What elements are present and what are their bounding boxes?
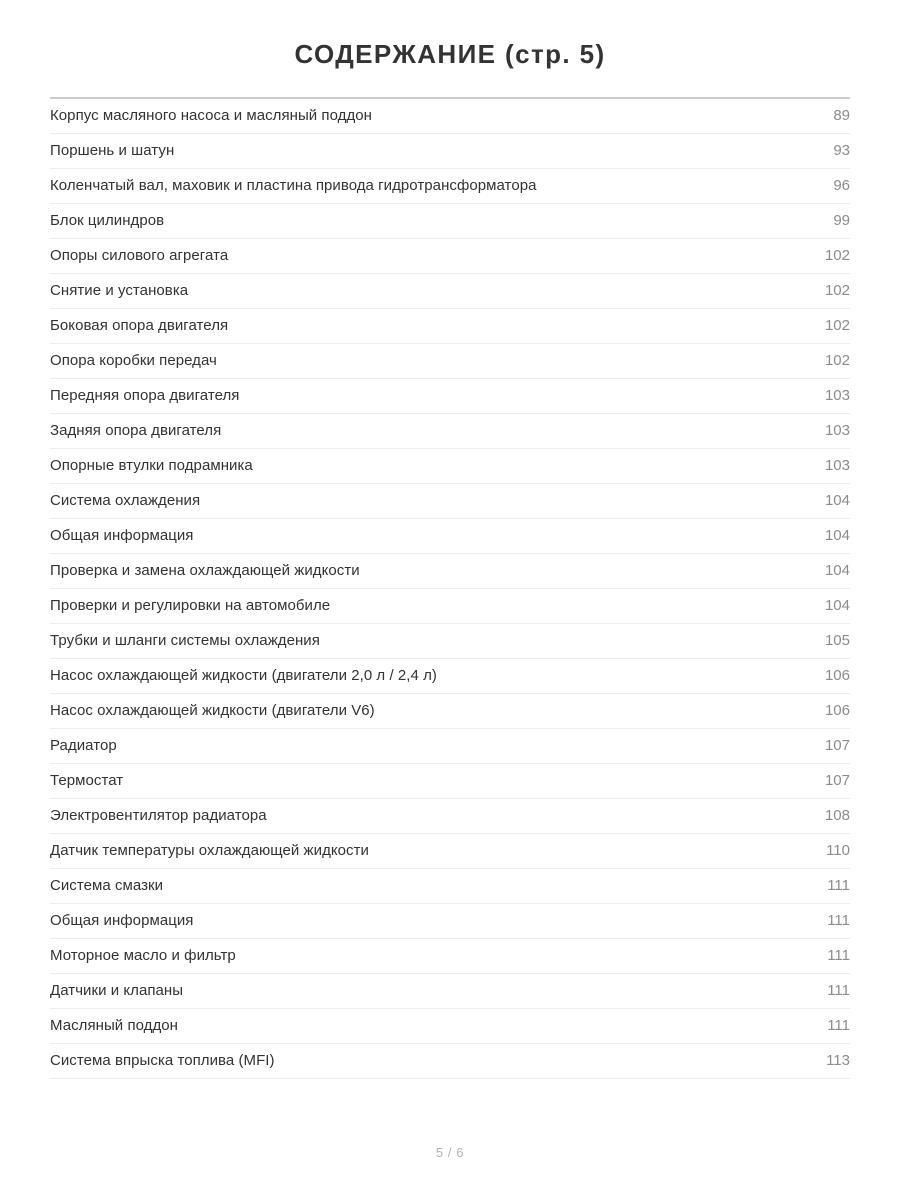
toc-row[interactable] [50, 203, 850, 238]
toc-entry-title[interactable]: Опорные втулки подрамника [50, 448, 780, 483]
toc-row[interactable] [50, 1008, 850, 1043]
toc-entry-page-number[interactable]: 108 [780, 798, 850, 833]
toc-entry-title[interactable]: Блок цилиндров [50, 203, 780, 238]
toc-row[interactable] [50, 273, 850, 308]
toc-row[interactable] [50, 588, 850, 623]
page-footer: 5 / 6 [435, 1145, 465, 1160]
toc-entry-title[interactable]: Масляный поддон [50, 1008, 780, 1043]
toc-entry-page-number[interactable]: 111 [780, 1008, 850, 1043]
toc-table-body [50, 97, 850, 1079]
toc-row[interactable] [50, 133, 850, 168]
toc-entry-page-number[interactable]: 111 [780, 903, 850, 938]
toc-entry-title[interactable]: Датчики и клапаны [50, 973, 780, 1008]
toc-entry-page-number[interactable]: 104 [780, 483, 850, 518]
toc-entry-page-number[interactable]: 104 [780, 553, 850, 588]
toc-row[interactable] [50, 448, 850, 483]
toc-row[interactable] [50, 413, 850, 448]
toc-entry-title[interactable]: Общая информация [50, 518, 780, 553]
toc-row[interactable] [50, 483, 850, 518]
toc-entry-title[interactable]: Общая информация [50, 903, 780, 938]
toc-entry-title[interactable]: Проверки и регулировки на автомобиле [50, 588, 780, 623]
toc-entry-page-number[interactable]: 105 [780, 623, 850, 658]
toc-row[interactable] [50, 98, 850, 134]
toc-row[interactable] [50, 973, 850, 1008]
toc-row[interactable] [50, 833, 850, 868]
toc-entry-title[interactable]: Система впрыска топлива (MFI) [50, 1043, 780, 1078]
toc-entry-page-number[interactable]: 103 [780, 448, 850, 483]
toc-entry-title[interactable]: Датчик температуры охлаждающей жидкости [50, 833, 780, 868]
toc-entry-page-number[interactable]: 102 [780, 343, 850, 378]
toc-row[interactable] [50, 378, 850, 413]
toc-entry-page-number[interactable]: 93 [780, 133, 850, 168]
toc-row[interactable] [50, 658, 850, 693]
toc-entry-title[interactable]: Система смазки [50, 868, 780, 903]
toc-row[interactable] [50, 553, 850, 588]
toc-entry-page-number[interactable]: 106 [780, 693, 850, 728]
toc-row[interactable] [50, 728, 850, 763]
toc-entry-title[interactable]: Радиатор [50, 728, 780, 763]
toc-entry-title[interactable]: Передняя опора двигателя [50, 378, 780, 413]
toc-row[interactable] [50, 903, 850, 938]
toc-entry-title[interactable]: Задняя опора двигателя [50, 413, 780, 448]
toc-entry-page-number[interactable]: 113 [780, 1043, 850, 1078]
toc-row[interactable] [50, 693, 850, 728]
toc-entry-title[interactable]: Опора коробки передач [50, 343, 780, 378]
toc-entry-title[interactable]: Опоры силового агрегата [50, 238, 780, 273]
toc-entry-title[interactable]: Электровентилятор радиатора [50, 798, 780, 833]
toc-row[interactable] [50, 518, 850, 553]
toc-entry-title[interactable]: Термостат [50, 763, 780, 798]
toc-entry-page-number[interactable]: 107 [780, 728, 850, 763]
toc-row[interactable] [50, 1043, 850, 1078]
toc-entry-page-number[interactable]: 110 [780, 833, 850, 868]
toc-entry-title[interactable]: Поршень и шатун [50, 133, 780, 168]
toc-entry-title[interactable]: Моторное масло и фильтр [50, 938, 780, 973]
toc-entry-page-number[interactable]: 104 [780, 588, 850, 623]
toc-entry-page-number[interactable]: 102 [780, 273, 850, 308]
toc-entry-page-number[interactable]: 104 [780, 518, 850, 553]
toc-entry-page-number[interactable]: 111 [780, 938, 850, 973]
table-of-contents [0, 97, 900, 1079]
toc-entry-title[interactable]: Система охлаждения [50, 483, 780, 518]
toc-entry-page-number[interactable]: 89 [780, 98, 850, 134]
toc-entry-page-number[interactable]: 102 [780, 308, 850, 343]
toc-row[interactable] [50, 238, 850, 273]
toc-entry-page-number[interactable]: 111 [780, 868, 850, 903]
toc-row[interactable] [50, 308, 850, 343]
toc-row[interactable] [50, 763, 850, 798]
toc-entry-title[interactable]: Снятие и установка [50, 273, 780, 308]
toc-row[interactable] [50, 938, 850, 973]
toc-row[interactable] [50, 868, 850, 903]
toc-entry-page-number[interactable]: 102 [780, 238, 850, 273]
toc-row[interactable] [50, 798, 850, 833]
toc-entry-page-number[interactable]: 103 [780, 378, 850, 413]
toc-row[interactable] [50, 623, 850, 658]
toc-entry-page-number[interactable]: 99 [780, 203, 850, 238]
toc-table [50, 97, 850, 1079]
toc-entry-title[interactable]: Проверка и замена охлаждающей жидкости [50, 553, 780, 588]
toc-entry-title[interactable]: Трубки и шланги системы охлаждения [50, 623, 780, 658]
toc-entry-title[interactable]: Коленчатый вал, маховик и пластина привода гидротрансформатора [50, 168, 780, 203]
toc-entry-title[interactable]: Насос охлаждающей жидкости (двигатели 2,0 л / 2,4 л) [50, 658, 780, 693]
toc-entry-title[interactable]: Боковая опора двигателя [50, 308, 780, 343]
toc-entry-page-number[interactable]: 107 [780, 763, 850, 798]
toc-entry-page-number[interactable]: 103 [780, 413, 850, 448]
toc-entry-title[interactable]: Корпус масляного насоса и масляный поддон [50, 98, 780, 134]
toc-entry-page-number[interactable]: 96 [780, 168, 850, 203]
page-title: СОДЕРЖАНИЕ (стр. 5) [294, 39, 606, 69]
toc-row[interactable] [50, 168, 850, 203]
toc-entry-page-number[interactable]: 111 [780, 973, 850, 1008]
toc-row[interactable] [50, 343, 850, 378]
toc-entry-page-number[interactable]: 106 [780, 658, 850, 693]
toc-entry-title[interactable]: Насос охлаждающей жидкости (двигатели V6) [50, 693, 780, 728]
